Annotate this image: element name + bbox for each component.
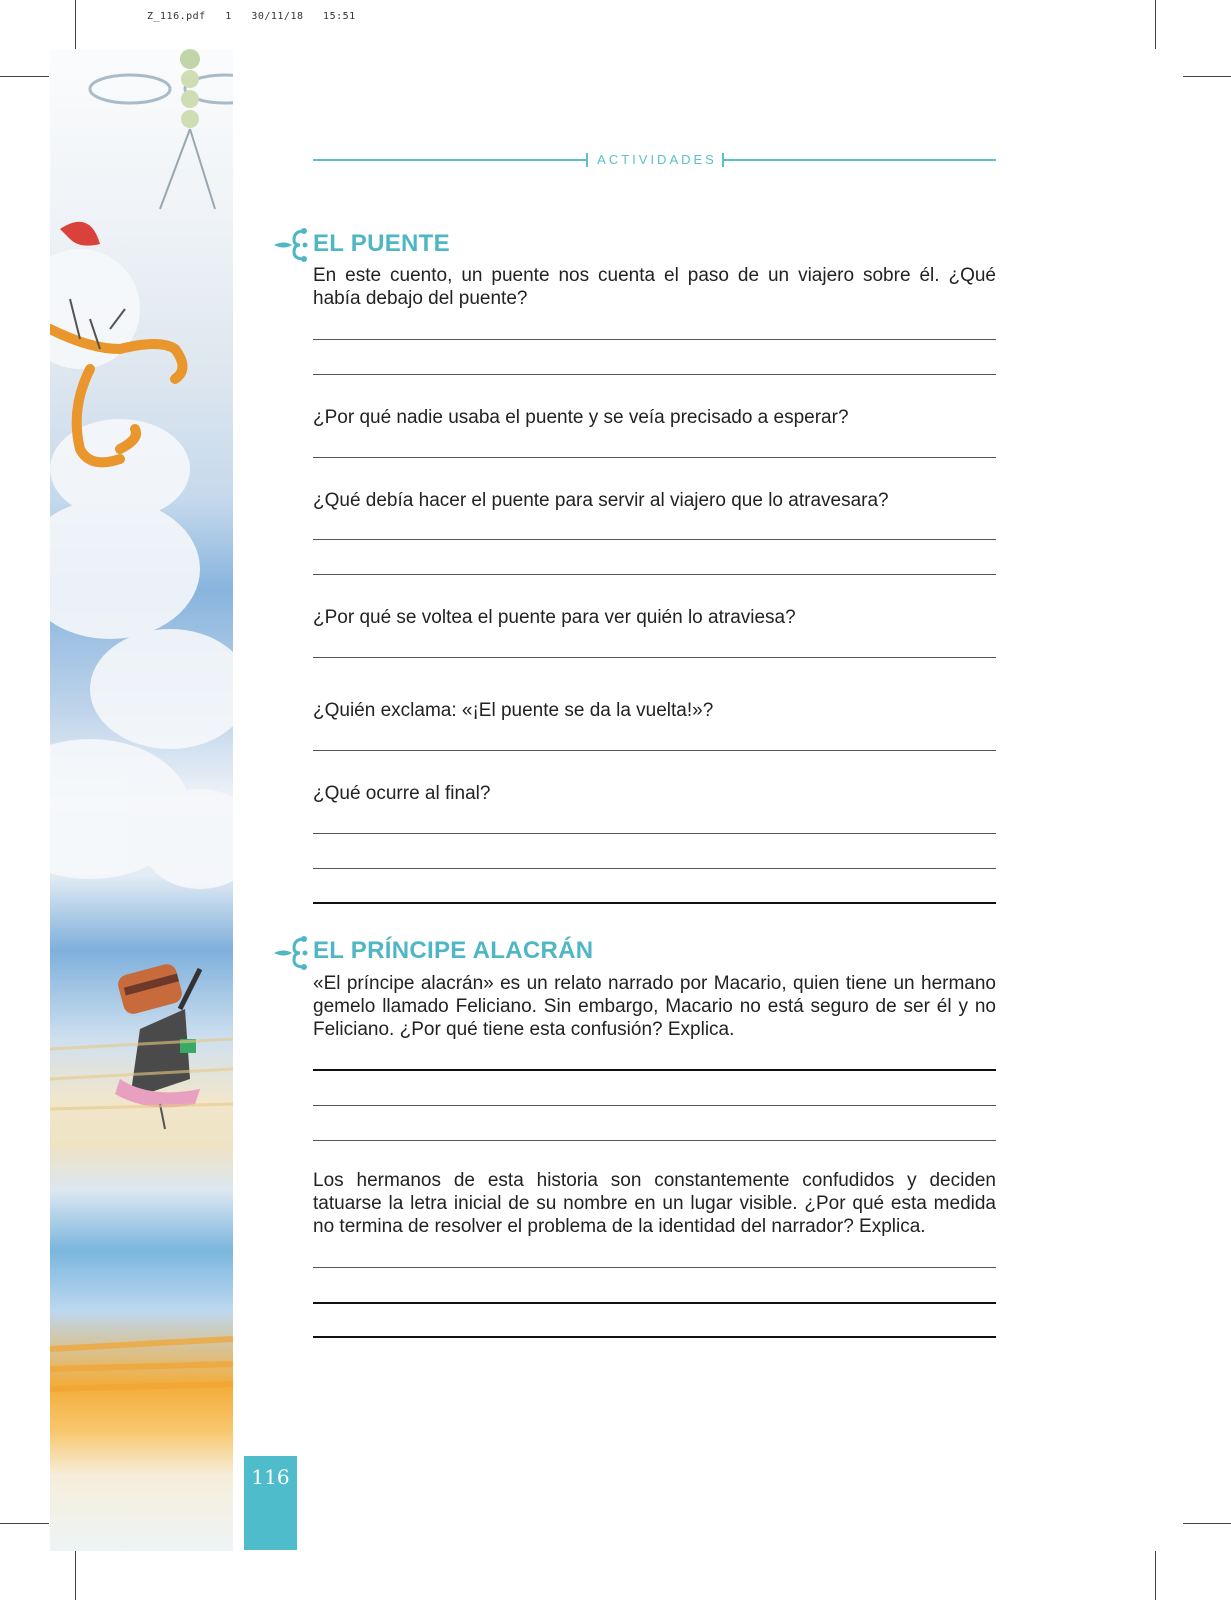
answer-line[interactable]	[313, 1069, 996, 1071]
answer-line[interactable]	[313, 1302, 996, 1304]
answer-line[interactable]	[313, 657, 996, 658]
crop-mark	[75, 1551, 76, 1600]
crop-mark	[1155, 0, 1156, 49]
answer-line[interactable]	[313, 1267, 996, 1268]
section-title-el-principe-alacran: EL PRÍNCIPE ALACRÁN	[313, 937, 594, 964]
question-8: Los hermanos de esta historia son constantemente confudidos y deciden tatuarse la letra inicial de su nombre en un lugar visible. ¿Por qué esta medida no termina de resolver el problema de la identidad del narrador? Explica.	[313, 1170, 996, 1237]
answer-line[interactable]	[313, 1140, 996, 1141]
crop-mark	[1155, 1551, 1156, 1600]
question-2: ¿Por qué nadie usaba el puente y se veía precisado a esperar?	[313, 407, 849, 428]
side-illustration	[50, 49, 233, 1551]
question-5: ¿Quién exclama: «¡El puente se da la vuelta!»?	[313, 700, 714, 721]
answer-line[interactable]	[313, 539, 996, 540]
question-7: «El príncipe alacrán» es un relato narrado por Macario, quien tiene un hermano gemelo llamado Feliciano. Sin embargo, Macario no está seguro de ser él y no Feliciano. ¿Por qué tiene esta confusión? Explica.	[313, 973, 996, 1040]
answer-line[interactable]	[313, 1336, 996, 1338]
crop-mark	[75, 0, 76, 49]
crop-mark	[1183, 1523, 1231, 1524]
answer-line[interactable]	[313, 750, 996, 751]
header-rule-left	[313, 159, 587, 161]
page-number: 116	[251, 1465, 290, 1489]
answer-line[interactable]	[313, 1105, 996, 1106]
print-info: Z_116.pdf 1 30/11/18 15:51	[147, 11, 356, 22]
answer-line[interactable]	[313, 574, 996, 575]
answer-line[interactable]	[313, 374, 996, 375]
crop-mark	[0, 1523, 49, 1524]
illustration-drawing	[50, 49, 233, 1551]
header-label: ACTIVIDADES	[597, 152, 717, 167]
answer-line[interactable]	[313, 902, 996, 904]
flourish-icon	[274, 228, 310, 262]
answer-line[interactable]	[313, 457, 996, 458]
question-3: ¿Qué debía hacer el puente para servir al viajero que lo atravesara?	[313, 490, 889, 511]
question-6: ¿Qué ocurre al final?	[313, 783, 491, 804]
question-4: ¿Por qué se voltea el puente para ver quién lo atraviesa?	[313, 607, 796, 628]
answer-line[interactable]	[313, 868, 996, 869]
section-title-el-puente: EL PUENTE	[313, 230, 450, 257]
question-1: En este cuento, un puente nos cuenta el paso de un viajero sobre él. ¿Qué había debajo del puente?	[313, 265, 996, 309]
header-rule-right	[724, 159, 996, 161]
flourish-icon	[274, 936, 310, 970]
answer-line[interactable]	[313, 833, 996, 834]
dragonfly	[90, 49, 233, 209]
crop-mark	[0, 76, 49, 77]
answer-line[interactable]	[313, 339, 996, 340]
crop-mark	[1183, 76, 1231, 77]
